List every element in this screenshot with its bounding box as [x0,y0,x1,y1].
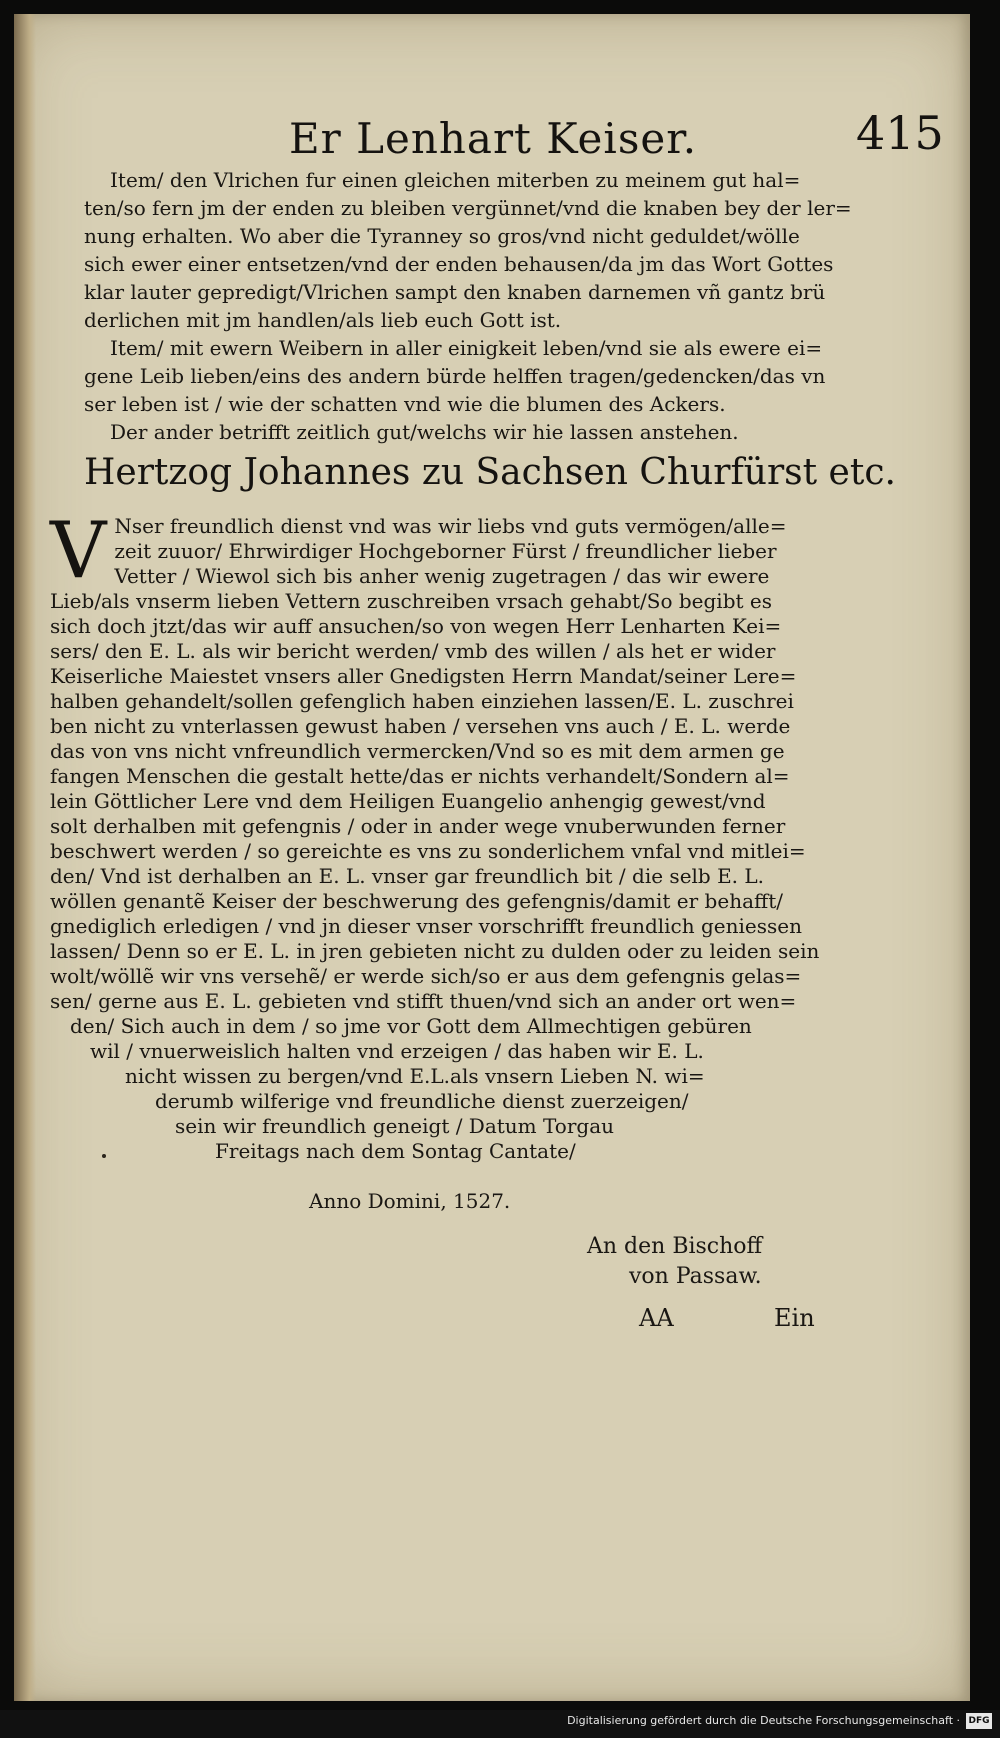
running-title: Er Lenhart Keiser. [289,114,698,163]
text-line: lassen/ Denn so er E. L. in jren gebieten nicht zu dulden oder zu leiden sein [50,939,820,963]
letter-body [50,506,850,1164]
letter-address [587,1232,762,1292]
text-line: halben gehandelt/sollen gefenglich haben einziehen lassen/E. L. zuschrei [50,689,794,713]
section-title: Hertzog Johannes zu Sachsen Churfürst etc. [84,452,896,493]
margin-dot [102,1154,106,1158]
text-line: Vetter / Wiewol sich bis anher wenig zugetragen / das wir ewere [114,564,770,588]
text-line: sen/ gerne aus E. L. gebieten vnd stifft thuen/vnd sich an ander ort wen= [50,989,797,1013]
digitization-footer [0,1710,1000,1738]
text-line: sich doch jtzt/das wir auff ansuchen/so von wegen Herr Lenharten Kei= [50,614,782,638]
text-line: sich ewer einer entsetzen/vnd der enden behausen/da jm das Wort Gottes [84,252,834,276]
footer-credit: Digitalisierung gefördert durch die Deutsche Forschungsgemeinschaft · [567,1714,960,1727]
page-header [14,104,970,174]
book-page [14,14,970,1701]
text-line: wil / vnuerweislich halten vnd erzeigen / das haben wir E. L. [90,1039,704,1063]
text-line: ser leben ist / wie der schatten vnd wie die blumen des Ackers. [84,392,726,416]
signature-mark: AA [639,1304,674,1332]
text-line: Item/ mit ewern Weibern in aller einigkeit leben/vnd sie als ewere ei= [110,336,823,360]
text-line: derumb wilferige vnd freundliche dienst zuerzeigen/ [155,1089,689,1113]
text-line: ten/so fern jm der enden zu bleiben vergünnet/vnd die knaben bey der ler= [84,196,852,220]
text-line: Keiserliche Maiestet vnsers aller Gnedigsten Herrn Mandat/seiner Lere= [50,664,797,688]
book-spine-shadow [14,14,36,1701]
page-number: 415 [856,106,944,160]
address-line: An den Bischoff [587,1234,763,1259]
text-line: sers/ den E. L. als wir bericht werden/ vmb des willen / als het er wider [50,639,776,663]
text-line: zeit zuuor/ Ehrwirdiger Hochgeborner Fürst / freundlicher lieber [114,539,777,563]
text-line: sein wir freundlich geneigt / Datum Torgau [175,1114,615,1138]
catchword: Ein [774,1304,815,1332]
text-line: gnediglich erledigen / vnd jn dieser vnser vorschrifft freundlich geniessen [50,914,802,938]
letter-first-line [50,506,850,596]
text-line: ben nicht zu vnterlassen gewust haben / versehen vns auch / E. L. werde [50,714,791,738]
text-line: wöllen genantẽ Keiser der beschwerung des gefengnis/damit er behafft/ [50,889,783,913]
text-line: das von vns nicht vnfreundlich vermercken/Vnd so es mit dem armen ge [50,739,785,763]
text-line: Freitags nach dem Sontag Cantate/ [215,1139,576,1163]
text-line: Der ander betrifft zeitlich gut/welchs wir hie lassen anstehen. [110,420,739,444]
dfg-logo: DFG [966,1713,992,1729]
text-line: lein Göttlicher Lere vnd dem Heiligen Euangelio anhengig gewest/vnd [50,789,766,813]
text-line: fangen Menschen die gestalt hette/das er nichts verhandelt/Sondern al= [50,764,790,788]
text-line: nicht wissen zu bergen/vnd E.L.als vnsern Lieben N. wi= [125,1064,705,1088]
address-line: von Passaw. [629,1264,762,1289]
text-line: den/ Vnd ist derhalben an E. L. vnser gar freundlich bit / die selb E. L. [50,864,765,888]
text-line: solt derhalben mit gefengnis / oder in ander wege vnuberwunden ferner [50,814,786,838]
drop-capital: V [50,506,107,596]
text-line: klar lauter gepredigt/Vlrichen sampt den knaben darnemen vñ gantz brü [84,280,826,304]
text-line: Lieb/als vnserm lieben Vettern zuschreiben vrsach gehabt/So begibt es [50,589,772,613]
text-line: wolt/wöllẽ wir vns versehẽ/ er werde sich/so er aus dem gefengnis gelas= [50,964,802,988]
text-line: derlichen mit jm handlen/als lieb euch Gott ist. [84,308,562,332]
text-line: Nser freundlich dienst vnd was wir liebs vnd guts vermögen/alle= [114,514,787,538]
text-line: Item/ den Vlrichen fur einen gleichen miterben zu meinem gut hal= [110,168,801,192]
letter-dateline: Anno Domini, 1527. [309,1189,511,1213]
text-line: beschwert werden / so gereichte es vns zu sonderlichem vnfal vnd mitlei= [50,839,806,863]
opening-paragraphs [84,166,852,446]
text-line: den/ Sich auch in dem / so jme vor Gott dem Allmechtigen gebüren [70,1014,752,1038]
text-line: gene Leib lieben/eins des andern bürde helffen tragen/gedencken/das vn [84,364,826,388]
text-line: nung erhalten. Wo aber die Tyranney so gros/vnd nicht geduldet/wölle [84,224,800,248]
